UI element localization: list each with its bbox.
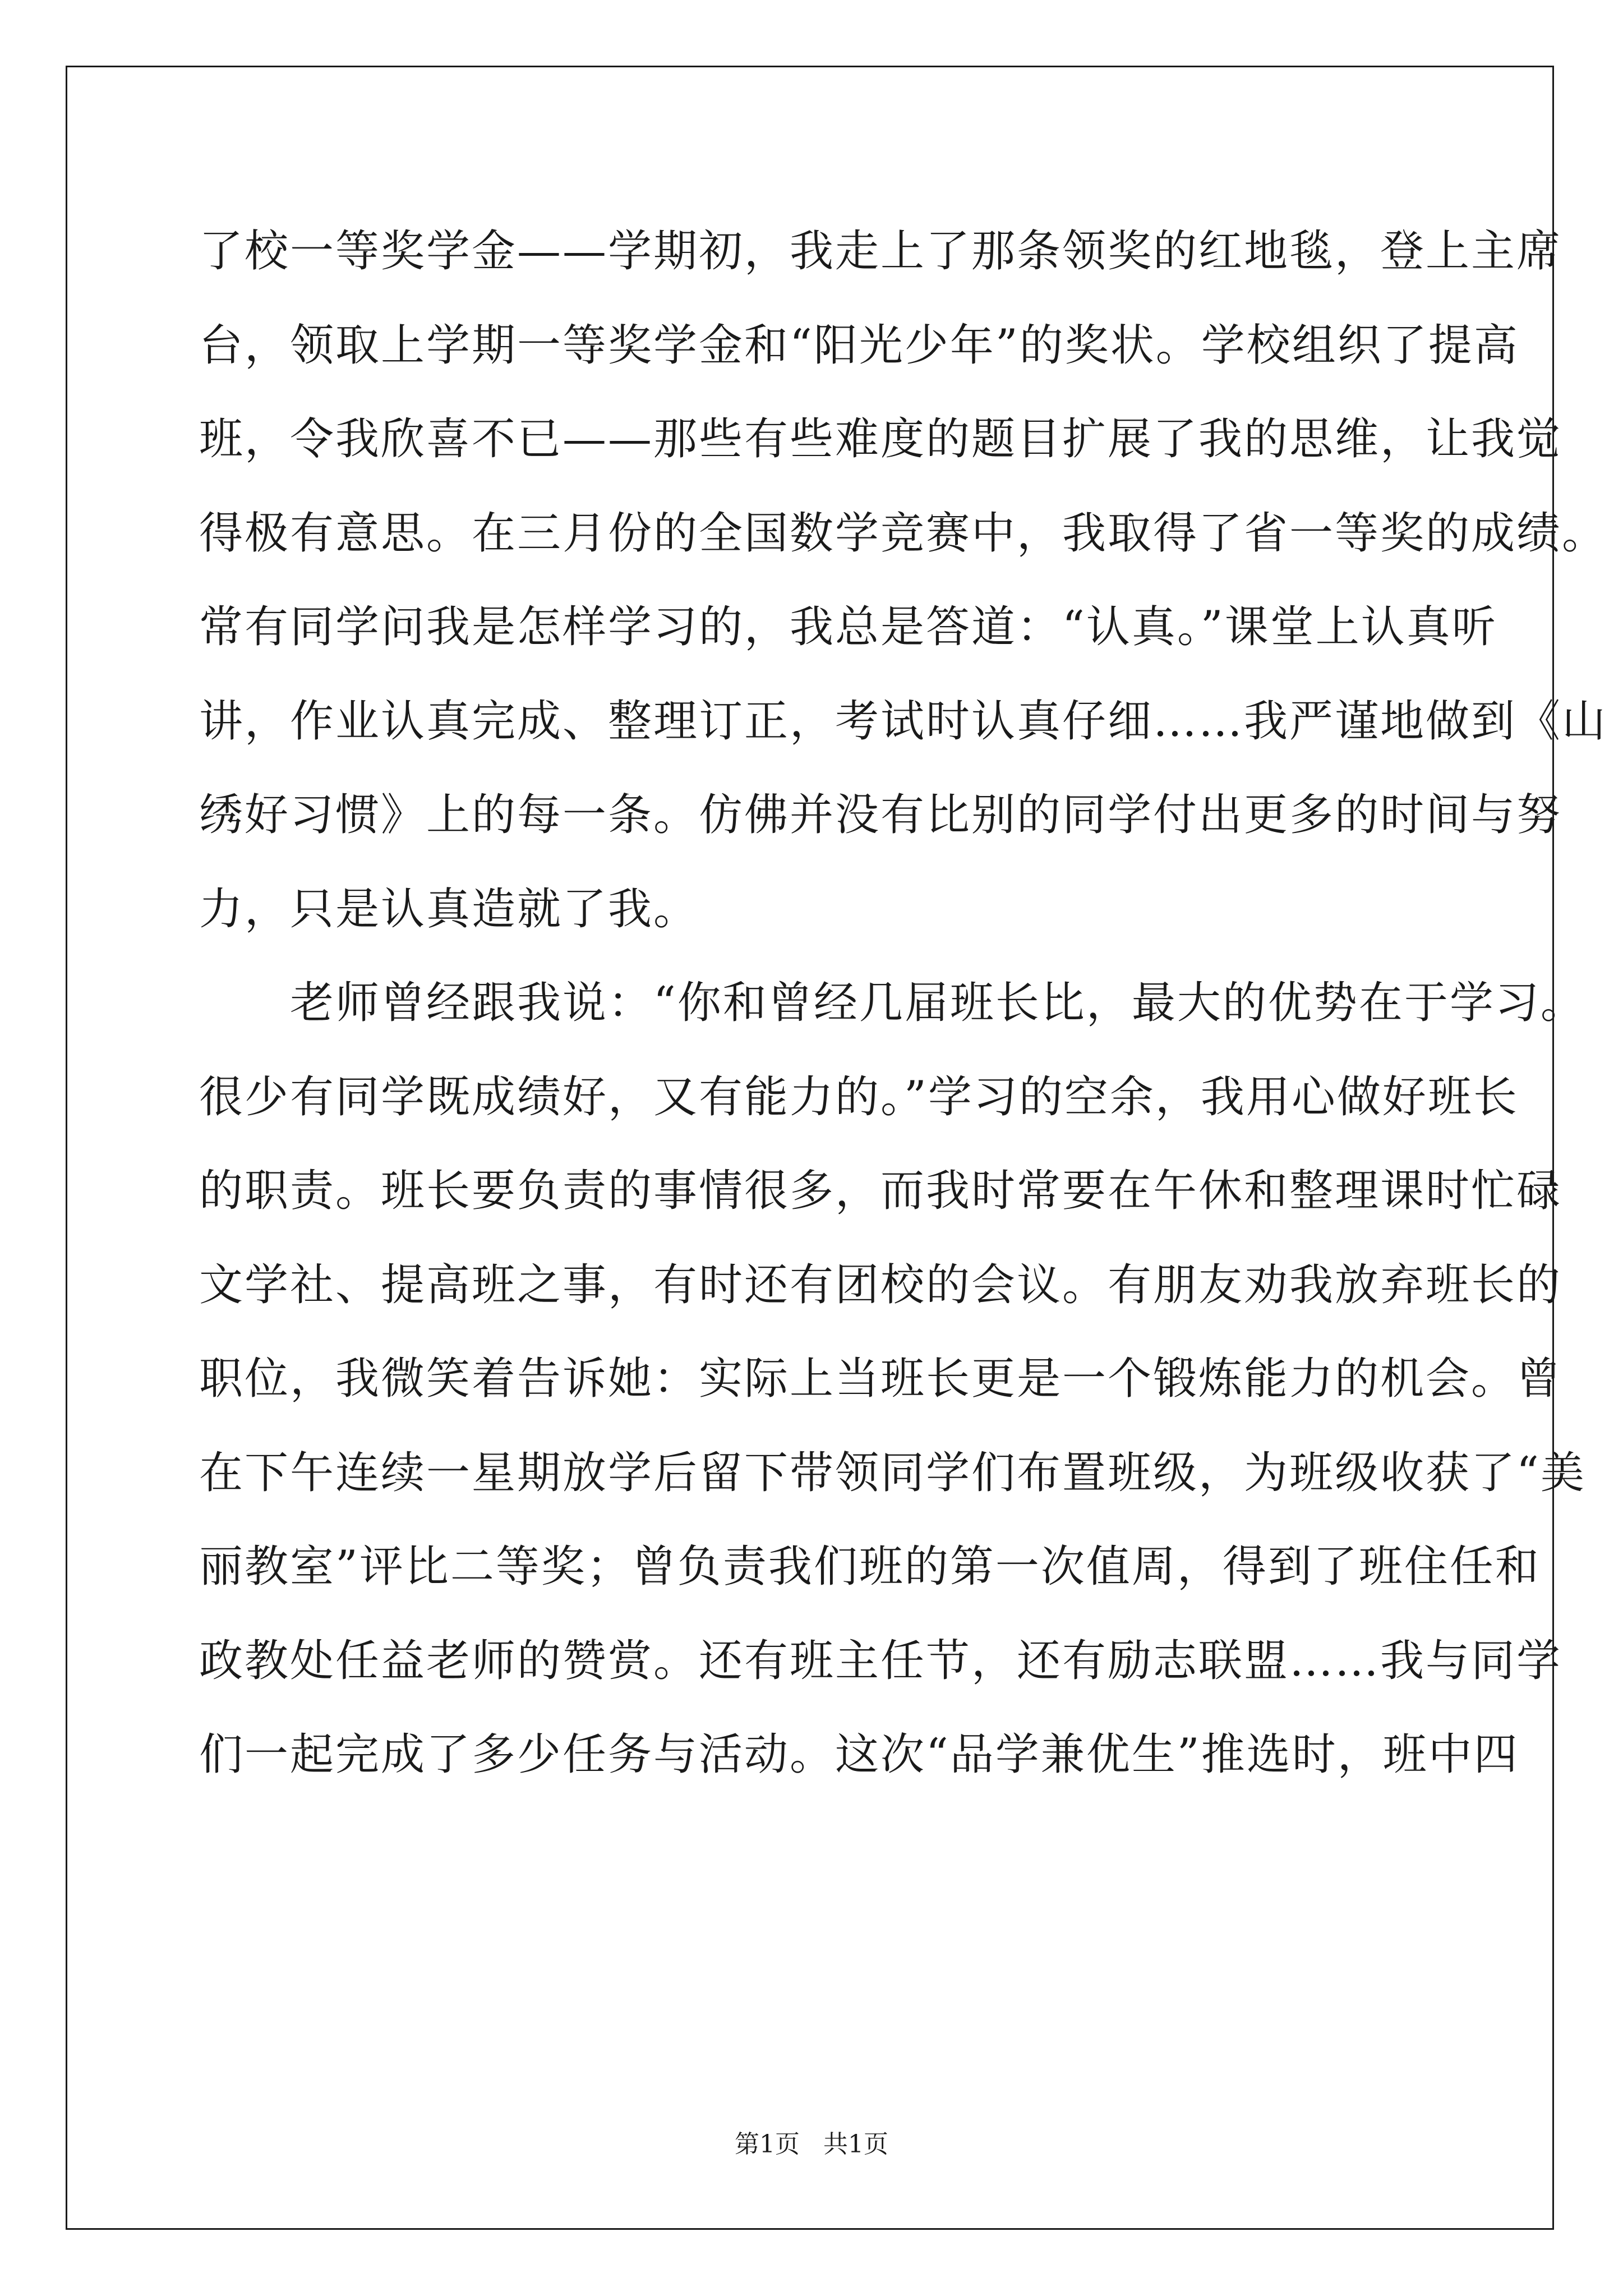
text-line-10: 很少有同学既成绩好，又有能力的。”学习的空余，我用心做好班长 xyxy=(199,1071,1519,1122)
text-line-17: 们一起完成了多少任务与活动。这次“品学兼优生”推选时，班中四 xyxy=(199,1729,1519,1780)
page-footer: 第1页 共1页 xyxy=(735,2130,888,2159)
text-line-6: 讲，作业认真完成、整理订正，考试时认真仔细……我严谨地做到《山 xyxy=(199,696,1608,747)
text-line-1: 了校一等奖学金——学期初，我走上了那条领奖的红地毯，登上主席 xyxy=(199,226,1562,277)
text-line-8: 力，只是认真造就了我。 xyxy=(199,884,699,935)
text-line-13: 职位，我微笑着告诉她：实际上当班长更是一个锻炼能力的机会。曾 xyxy=(199,1354,1562,1404)
text-line-5: 常有同学问我是怎样学习的，我总是答道：“认真。”课堂上认真听 xyxy=(199,602,1497,652)
text-line-9: 老师曾经跟我说：“你和曾经几届班长比，最大的优势在于学习。 xyxy=(199,978,1586,1028)
text-line-11: 的职责。班长要负责的事情很多，而我时常要在午休和整理课时忙碌 xyxy=(199,1166,1562,1216)
text-line-12: 文学社、提高班之事，有时还有团校的会议。有朋友劝我放弃班长的 xyxy=(199,1259,1562,1310)
document-body xyxy=(199,205,1608,1802)
text-line-4: 得极有意思。在三月份的全国数学竞赛中，我取得了省一等奖的成绩。 xyxy=(199,508,1608,559)
text-line-15: 丽教室”评比二等奖；曾负责我们班的第一次值周，得到了班住任和 xyxy=(199,1542,1541,1592)
text-line-3: 班，令我欣喜不已——那些有些难度的题目扩展了我的思维，让我觉 xyxy=(199,414,1562,464)
text-line-2: 台，领取上学期一等奖学金和“阳光少年”的奖状。学校组织了提高 xyxy=(199,320,1519,371)
text-line-16: 政教处任益老师的赞赏。还有班主任节，还有励志联盟……我与同学 xyxy=(199,1635,1562,1686)
text-line-7: 绣好习惯》上的每一条。仿佛并没有比别的同学付出更多的时间与努 xyxy=(199,790,1562,840)
text-line-14: 在下午连续一星期放学后留下带领同学们布置班级，为班级收获了“美 xyxy=(199,1447,1586,1498)
